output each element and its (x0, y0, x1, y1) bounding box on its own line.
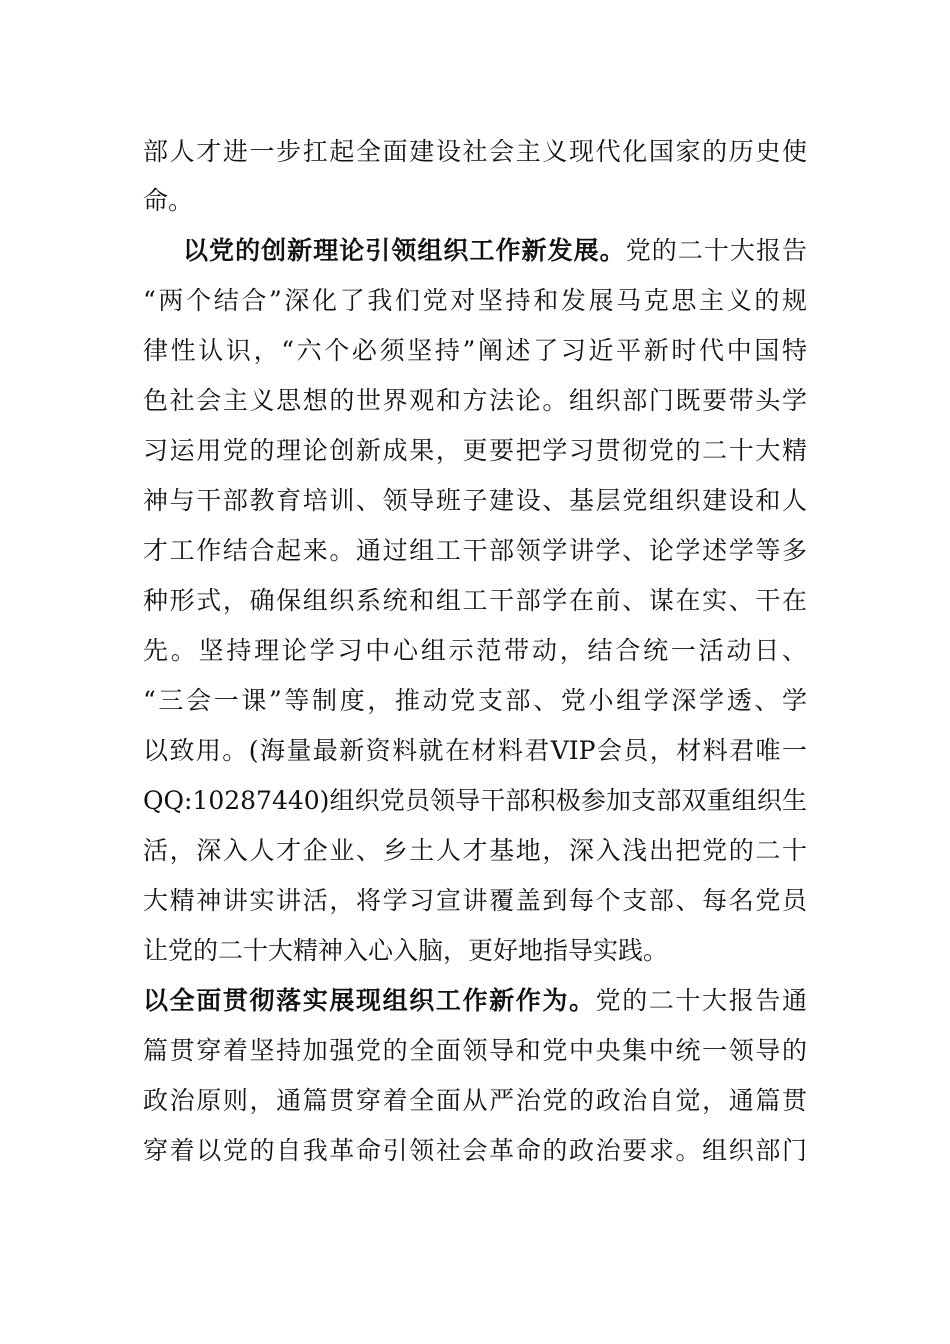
text-line (143, 931, 807, 971)
line-text: “三会一课”等制度，推动党支部、党小组学深学透、学 (143, 686, 807, 715)
line-text: 才工作结合起来。通过组工干部领学讲学、论学述学等多 (143, 536, 807, 565)
line-text: 律性认识，“六个必须坚持”阐述了习近平新时代中国特 (143, 336, 807, 365)
line-text: 种形式，确保组织系统和组工干部学在前、谋在实、干在 (143, 586, 807, 615)
line-text: “两个结合”深化了我们党对坚持和发展马克思主义的规 (143, 286, 807, 315)
section-heading: 以党的创新理论引领组织工作新发展。 (183, 236, 626, 265)
text-line (143, 431, 807, 471)
section-heading-line (143, 981, 807, 1021)
text-line (143, 331, 807, 371)
line-text: 神与干部教育培训、领导班子建设、基层党组织建设和人 (143, 486, 807, 515)
text-line (143, 731, 807, 771)
line-text: 色社会主义思想的世界观和方法论。组织部门既要带头学 (143, 386, 807, 415)
text-line (143, 1131, 807, 1171)
text-line (143, 581, 807, 621)
text-line (143, 132, 807, 172)
text-line (143, 281, 807, 321)
text-line (143, 681, 807, 721)
line-text: 命。 (143, 186, 194, 215)
line-text: QQ:10287440)组织党员领导干部积极参加支部双重组织生 (143, 786, 807, 815)
line-text: 让党的二十大精神入心入脑，更好地指导实践。 (143, 936, 669, 965)
line-text: 政治原则，通篇贯穿着全面从严治党的政治自觉，通篇贯 (143, 1086, 807, 1115)
line-text: 党的二十大报告通 (595, 986, 807, 1015)
text-line (143, 1031, 807, 1071)
line-text: 习运用党的理论创新成果，更要把学习贯彻党的二十大精 (143, 436, 807, 465)
text-line (143, 181, 807, 221)
line-text: 篇贯穿着坚持加强党的全面领导和党中央集中统一领导的 (143, 1036, 807, 1065)
line-text: 以致用。(海量最新资料就在材料君VIP会员，材料君唯一 (143, 736, 807, 765)
section-heading-line (183, 231, 807, 271)
text-line (143, 631, 807, 671)
text-line (143, 1081, 807, 1121)
text-line (143, 481, 807, 521)
text-line (143, 531, 807, 571)
text-line (143, 831, 807, 871)
line-text: 部人才进一步扛起全面建设社会主义现代化国家的历史使 (143, 137, 807, 166)
line-text: 大精神讲实讲活，将学习宣讲覆盖到每个支部、每名党员 (143, 886, 807, 915)
line-text: 穿着以党的自我革命引领社会革命的政治要求。组织部门 (143, 1136, 807, 1165)
text-line (143, 881, 807, 921)
section-heading: 以全面贯彻落实展现组织工作新作为。 (143, 986, 596, 1015)
line-text: 党的二十大报告 (625, 236, 807, 265)
line-text: 先。坚持理论学习中心组示范带动，结合统一活动日、 (143, 636, 807, 665)
text-line (143, 781, 807, 821)
text-line (143, 381, 807, 421)
line-text: 活，深入人才企业、乡土人才基地，深入浅出把党的二十 (143, 836, 807, 865)
